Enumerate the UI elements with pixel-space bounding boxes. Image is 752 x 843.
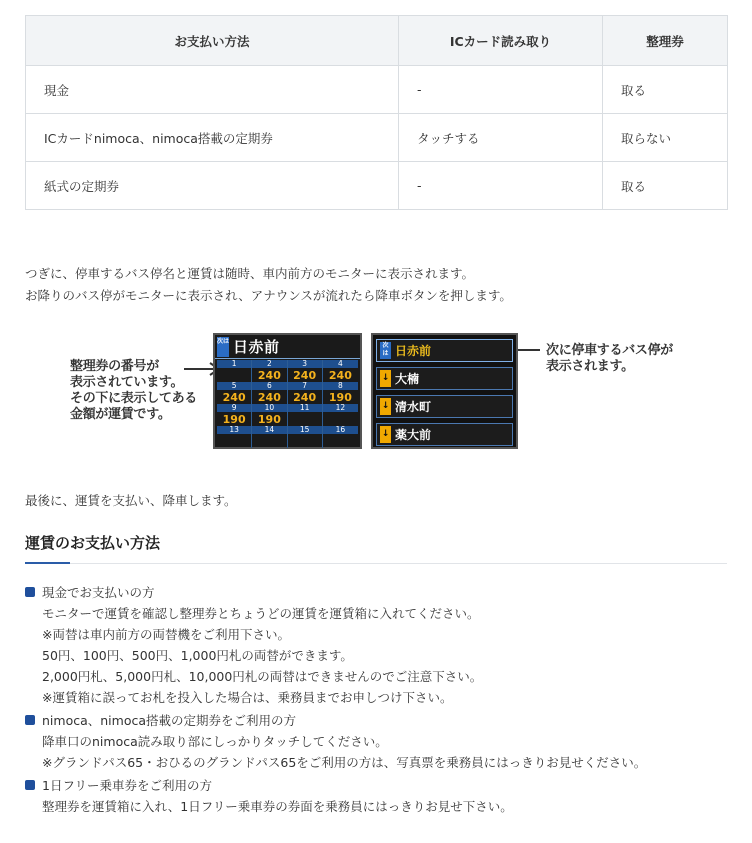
table-cell: ICカードnimoca、nimoca搭載の定期券 xyxy=(26,114,399,162)
down-arrow-icon: ↓ xyxy=(380,370,391,387)
stop-row xyxy=(376,367,513,390)
stop-name: 薬大前 xyxy=(395,428,432,442)
fare-amount: 240 xyxy=(328,369,352,382)
method-title: 1日フリー乗車券をご利用の方 xyxy=(42,778,212,793)
fare-ticket-number: 9 xyxy=(217,404,251,412)
next-stop-callout xyxy=(546,343,696,375)
fare-cell xyxy=(323,404,358,426)
fare-ticket-number: 14 xyxy=(252,426,286,434)
fare-cell xyxy=(288,404,323,426)
column-header: お支払い方法 xyxy=(26,16,399,66)
fare-cell xyxy=(217,382,252,404)
stop-row xyxy=(376,423,513,446)
fare-ticket-number: 13 xyxy=(217,426,251,434)
method-line: 整理券を運賃箱に入れ、1日フリー乗車券の券面を乗務員にはっきりお見せ下さい。 xyxy=(42,799,513,814)
table-cell: タッチする xyxy=(399,114,603,162)
fare-cell xyxy=(323,360,358,382)
callout-line: 整理券の番号が xyxy=(70,359,159,374)
section-divider xyxy=(25,563,727,564)
fare-cell xyxy=(252,426,287,448)
section-title: 運賃のお支払い方法 xyxy=(25,534,161,552)
fare-amount: 240 xyxy=(293,391,317,404)
next-label: 次は xyxy=(217,337,229,357)
fare-cell xyxy=(217,404,252,426)
table-header-row xyxy=(26,16,728,66)
stop-name: 清水町 xyxy=(395,400,432,414)
fare-ticket-number: 2 xyxy=(252,360,286,368)
fare-ticket-number: 3 xyxy=(288,360,322,368)
fare-cell xyxy=(323,382,358,404)
table-cell: 紙式の定期券 xyxy=(26,162,399,210)
fare-ticket-number: 16 xyxy=(323,426,358,434)
callout-line: その下に表示してある xyxy=(70,391,198,406)
fare-callout xyxy=(70,359,220,423)
square-bullet-icon xyxy=(25,587,35,597)
table-row xyxy=(26,114,728,162)
fare-amount: 240 xyxy=(293,369,317,382)
intro-text xyxy=(25,263,512,307)
fare-ticket-number: 11 xyxy=(288,404,322,412)
fare-ticket-number: 5 xyxy=(217,382,251,390)
column-header: 整理券 xyxy=(603,16,728,66)
method-title: nimoca、nimoca搭載の定期券をご利用の方 xyxy=(42,713,297,728)
fare-cell xyxy=(288,426,323,448)
method-line: 2,000円札、5,000円札、10,000円札の両替はできませんのでご注意下さい。 xyxy=(42,669,483,684)
payment-table xyxy=(25,15,728,210)
list-item xyxy=(25,775,727,817)
fare-cell xyxy=(323,426,358,448)
list-item xyxy=(25,710,727,773)
list-item xyxy=(25,582,727,708)
table-cell: - xyxy=(399,66,603,114)
fare-ticket-number: 6 xyxy=(252,382,286,390)
fare-cell xyxy=(252,382,287,404)
section-divider-accent xyxy=(25,562,70,564)
column-header: ICカード読み取り xyxy=(399,16,603,66)
monitor-header xyxy=(215,335,360,359)
fare-cell xyxy=(288,360,323,382)
callout-line: 次に停車するバス停が xyxy=(546,343,674,358)
fare-cell xyxy=(288,382,323,404)
fare-ticket-number: 4 xyxy=(323,360,358,368)
next-stops-panel xyxy=(371,333,518,449)
intro-line: お降りのバス停がモニターに表示され、アナウンスが流れたら降車ボタンを押します。 xyxy=(25,288,512,303)
fare-cell xyxy=(217,360,252,382)
fare-ticket-number: 1 xyxy=(217,360,251,368)
table-cell: - xyxy=(399,162,603,210)
fare-monitor xyxy=(213,333,362,449)
payment-methods-list xyxy=(25,582,727,819)
method-line: 50円、100円、500円、1,000円札の両替ができます。 xyxy=(42,648,353,663)
table-cell: 取らない xyxy=(603,114,728,162)
table-row xyxy=(26,162,728,210)
fare-cell xyxy=(252,404,287,426)
table-cell: 取る xyxy=(603,66,728,114)
method-line: ※運賃箱に誤ってお札を投入した場合は、乗務員までお申しつけ下さい。 xyxy=(42,690,453,705)
fare-ticket-number: 12 xyxy=(323,404,358,412)
fare-amount: 240 xyxy=(257,369,281,382)
fare-cell xyxy=(217,426,252,448)
fare-ticket-number: 15 xyxy=(288,426,322,434)
next-label: 次は xyxy=(380,342,391,359)
fare-ticket-number: 10 xyxy=(252,404,286,412)
method-line: ※両替は車内前方の両替機をご利用下さい。 xyxy=(42,627,290,642)
method-title: 現金でお支払いの方 xyxy=(42,585,155,600)
fare-amount: 240 xyxy=(257,391,281,404)
fare-amount: 240 xyxy=(222,391,246,404)
closing-text: 最後に、運賃を支払い、降車します。 xyxy=(25,493,237,508)
callout-line: 表示されます。 xyxy=(546,359,634,374)
square-bullet-icon xyxy=(25,780,35,790)
fare-cell xyxy=(252,360,287,382)
method-line: モニターで運賃を確認し整理券とちょうどの運賃を運賃箱に入れてください。 xyxy=(42,606,480,621)
fare-amount: 190 xyxy=(257,413,281,426)
square-bullet-icon xyxy=(25,715,35,725)
fare-ticket-number: 8 xyxy=(323,382,358,390)
fare-amount: 190 xyxy=(222,413,246,426)
bus-monitor-figure xyxy=(64,326,704,456)
down-arrow-icon: ↓ xyxy=(380,426,391,443)
stop-row xyxy=(376,339,513,362)
fare-grid xyxy=(215,359,360,449)
callout-line: 表示されています。 xyxy=(70,375,184,390)
down-arrow-icon: ↓ xyxy=(380,398,391,415)
callout-line: 金額が運賃です。 xyxy=(70,407,171,422)
method-line: 降車口のnimoca読み取り部にしっかりタッチしてください。 xyxy=(42,734,388,749)
fare-ticket-number: 7 xyxy=(288,382,322,390)
fare-amount: 190 xyxy=(328,391,352,404)
stop-name: 大楠 xyxy=(395,372,420,386)
method-line: ※グランドパス65・おひるのグランドパス65をご利用の方は、写真票を乗務員にはっきりお見せください。 xyxy=(42,755,647,770)
stop-name: 日赤前 xyxy=(395,344,432,358)
table-row xyxy=(26,66,728,114)
table-cell: 現金 xyxy=(26,66,399,114)
intro-line: つぎに、停車するバス停名と運賃は随時、車内前方のモニターに表示されます。 xyxy=(25,266,475,281)
stop-row xyxy=(376,395,513,418)
monitor-stop-name: 日赤前 xyxy=(233,338,280,356)
table-cell: 取る xyxy=(603,162,728,210)
